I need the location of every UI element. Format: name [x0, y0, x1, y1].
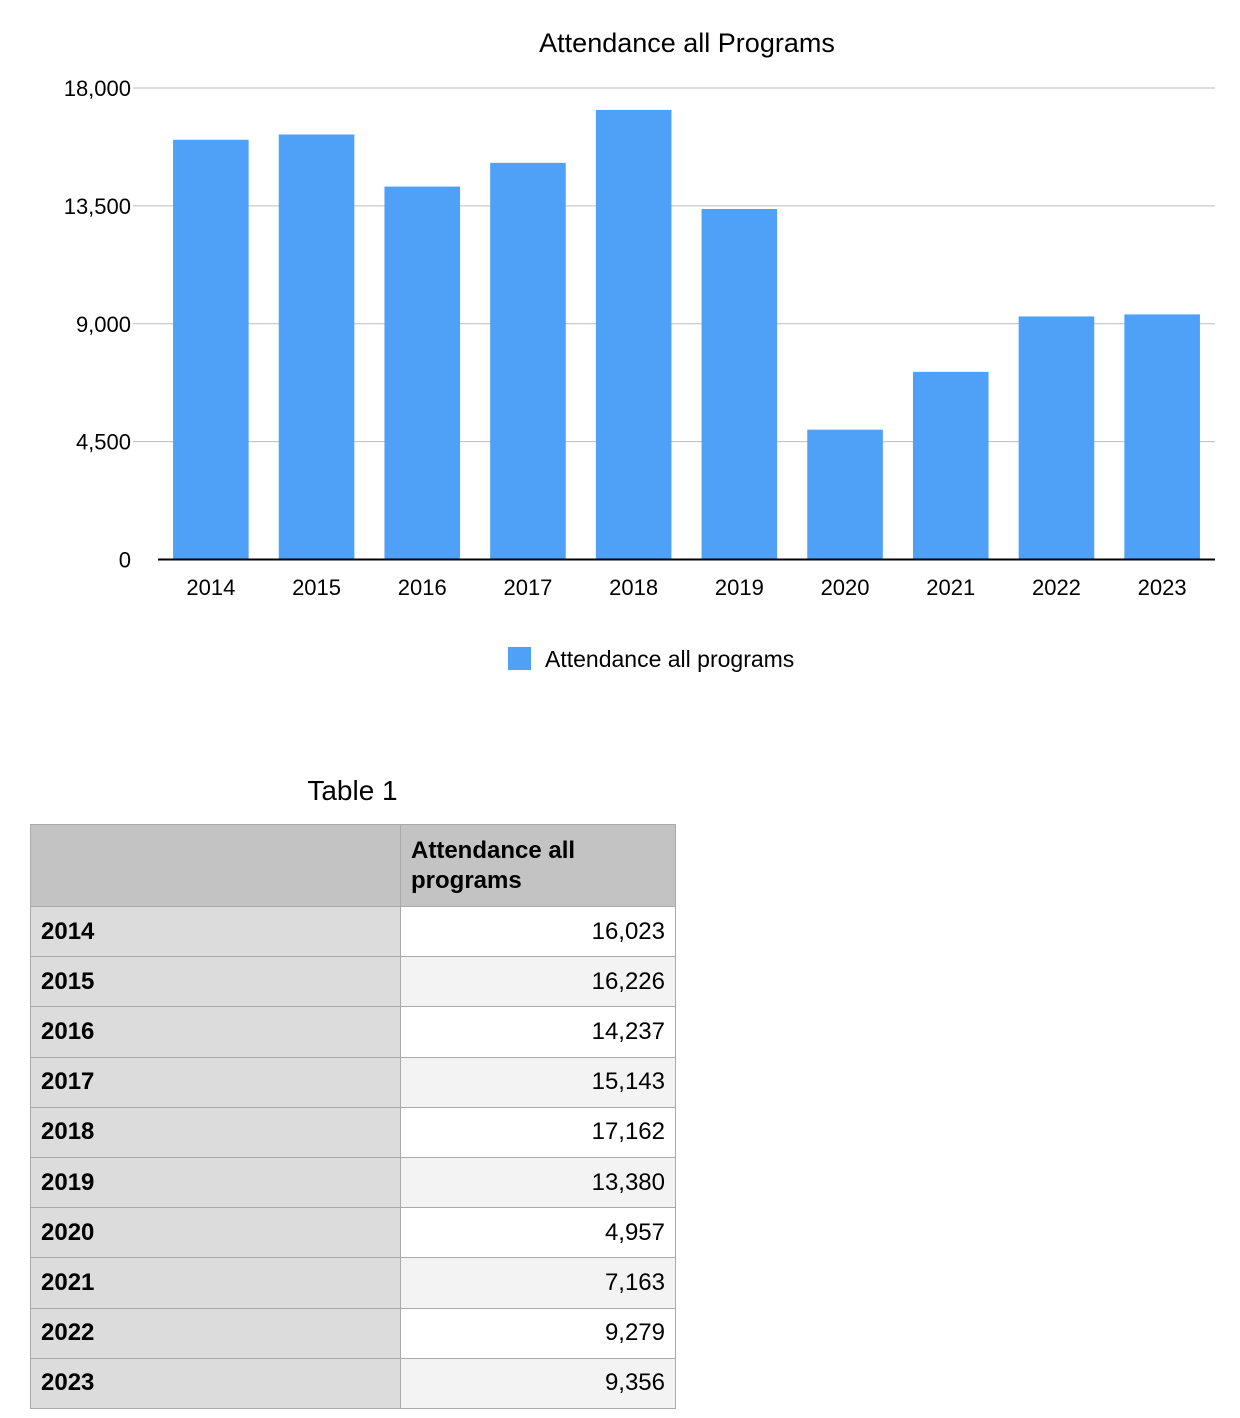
table-body	[31, 907, 676, 1409]
table-header-row	[31, 825, 676, 907]
chart-title: Attendance all Programs	[539, 28, 835, 58]
attendance-bar-chart	[0, 0, 1240, 700]
row-year-cell: 2023	[31, 1358, 401, 1408]
row-year-cell: 2017	[31, 1057, 401, 1107]
row-attendance-cell: 16,023	[401, 907, 676, 957]
x-tick-label: 2016	[397, 575, 447, 600]
row-year-cell: 2020	[31, 1208, 401, 1258]
table-row	[31, 1157, 676, 1207]
table-row	[31, 957, 676, 1007]
y-tick-label: 9,000	[75, 311, 131, 337]
row-attendance-cell: 16,226	[401, 957, 676, 1007]
bar-2017	[490, 163, 566, 560]
x-axis-tick-labels	[186, 575, 1186, 600]
row-attendance-cell: 9,356	[401, 1358, 676, 1408]
y-tick-label: 13,500	[63, 193, 131, 219]
table-row	[31, 907, 676, 957]
legend	[508, 646, 794, 672]
row-year-cell: 2021	[31, 1258, 401, 1308]
x-tick-label: 2015	[292, 575, 342, 600]
x-tick-label: 2019	[714, 575, 764, 600]
x-tick-label: 2017	[503, 575, 553, 600]
y-tick-label: 0	[118, 547, 131, 573]
row-year-cell: 2022	[31, 1308, 401, 1358]
x-tick-label: 2023	[1137, 575, 1187, 600]
bar-2016	[384, 187, 460, 560]
legend-label: Attendance all programs	[545, 646, 795, 672]
table-header-attendance: Attendance all programs	[401, 825, 676, 907]
x-tick-label: 2021	[926, 575, 976, 600]
table-row	[31, 1358, 676, 1408]
x-tick-label: 2020	[820, 575, 870, 600]
row-attendance-cell: 14,237	[401, 1007, 676, 1057]
table-row	[31, 1057, 676, 1107]
y-tick-label: 4,500	[75, 429, 131, 455]
row-year-cell: 2018	[31, 1107, 401, 1157]
bar-2023	[1124, 314, 1200, 559]
bar-2020	[807, 430, 883, 560]
row-year-cell: 2014	[31, 907, 401, 957]
table-row	[31, 1007, 676, 1057]
table-title: Table 1	[307, 775, 398, 806]
bar-2021	[913, 372, 989, 560]
x-tick-label: 2018	[609, 575, 659, 600]
row-year-cell: 2019	[31, 1157, 401, 1207]
attendance-table	[30, 824, 676, 1409]
y-tick-label: 18,000	[63, 76, 131, 101]
bar-2018	[596, 110, 672, 560]
x-tick-label: 2014	[186, 575, 236, 600]
bar-2022	[1019, 316, 1095, 559]
bars	[173, 110, 1200, 560]
table-row	[31, 1308, 676, 1358]
legend-swatch	[508, 647, 531, 670]
table-row	[31, 1208, 676, 1258]
row-attendance-cell: 9,279	[401, 1308, 676, 1358]
bar-2019	[702, 209, 778, 559]
y-axis-tick-labels	[64, 76, 131, 573]
row-attendance-cell: 17,162	[401, 1107, 676, 1157]
row-attendance-cell: 15,143	[401, 1057, 676, 1107]
row-year-cell: 2015	[31, 957, 401, 1007]
table-row	[31, 1107, 676, 1157]
row-attendance-cell: 4,957	[401, 1208, 676, 1258]
bar-2014	[173, 140, 249, 560]
row-attendance-cell: 7,163	[401, 1258, 676, 1308]
table-row	[31, 1258, 676, 1308]
x-tick-label: 2022	[1031, 575, 1081, 600]
row-year-cell: 2016	[31, 1007, 401, 1057]
bar-2015	[279, 134, 355, 559]
table-header-corner	[31, 825, 401, 907]
row-attendance-cell: 13,380	[401, 1157, 676, 1207]
